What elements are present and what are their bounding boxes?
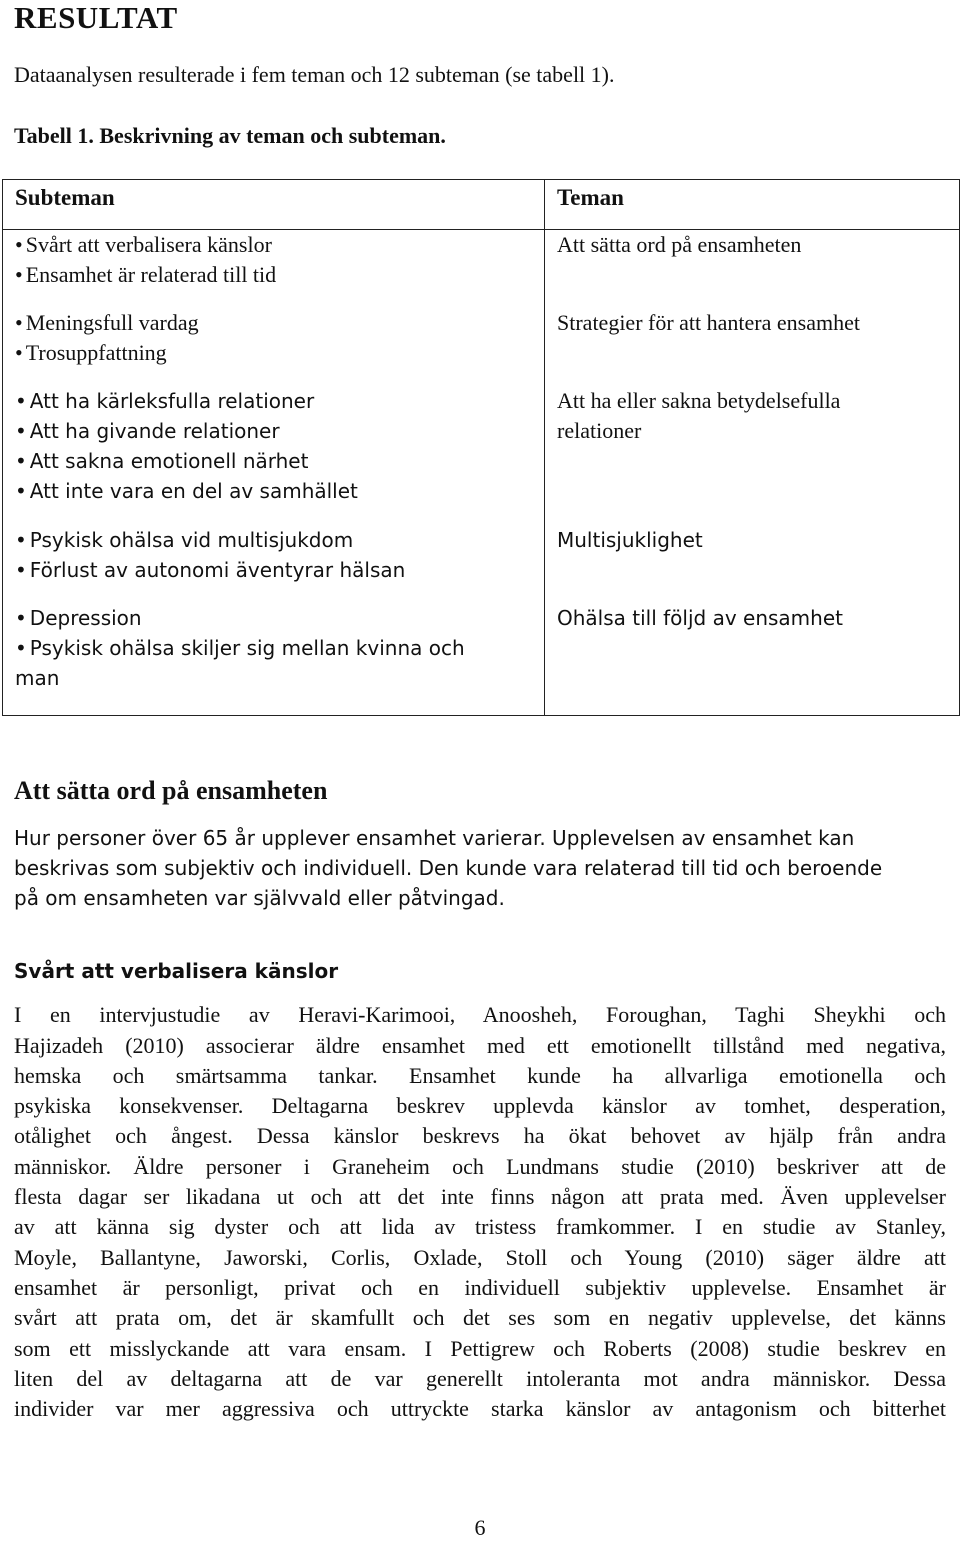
section-line: på om ensamheten var självvald eller påtvingad. <box>14 886 505 910</box>
body-line: flesta dagar ser likadana ut och att det inte finns någon att prata med. Även upplevelser <box>14 1184 946 1209</box>
body-line: liten del av deltagarna att de var generellt intoleranta mot andra människor. Dessa <box>14 1366 946 1391</box>
themes-cell <box>545 230 960 716</box>
list-item: • Förlust av autonomi äventyrar hälsan <box>15 558 406 582</box>
body-line: individer var mer aggressiva och uttryckte starka känslor av antagonism och bitterhet <box>14 1396 946 1421</box>
body-line: Hajizadeh (2010) associerar äldre ensamhet med ett emotionellt tillstånd med negativa, <box>14 1033 946 1058</box>
theme-text: Att sätta ord på ensamheten <box>557 232 802 257</box>
page-number: 6 <box>474 1515 486 1540</box>
section-line: Hur personer över 65 år upplever ensamhet varierar. Upplevelsen av ensamhet kan <box>14 826 855 850</box>
themes-table <box>2 179 960 716</box>
body-line: som ett misslyckande att vara ensam. I Pettigrew och Roberts (2008) studie beskrev en <box>14 1336 946 1361</box>
body-line: Moyle, Ballantyne, Jaworski, Corlis, Oxlade, Stoll och Young (2010) säger äldre att <box>14 1245 946 1270</box>
subsection-heading: Svårt att verbalisera känslor <box>14 959 339 983</box>
body-line: svårt att prata om, det är skamfullt och det ses som en negativ upplevelse, det känns <box>14 1305 946 1330</box>
body-line: ensamhet är personligt, privat och en individuell subjektiv upplevelse. Ensamhet är <box>14 1275 946 1300</box>
body-line: I en intervjustudie av Heravi-Karimooi, Anoosheh, Foroughan, Taghi Sheykhi och <box>14 1002 946 1027</box>
list-item: • Psykisk ohälsa vid multisjukdom <box>15 528 354 552</box>
section-heading: Att sätta ord på ensamheten <box>14 776 328 805</box>
subtheme-group-4 <box>3 525 544 603</box>
theme-1 <box>545 230 959 308</box>
page-title: RESULTAT <box>14 0 178 35</box>
list-item: • Psykisk ohälsa skiljer sig mellan kvinna och <box>15 636 465 660</box>
theme-text: Ohälsa till följd av ensamhet <box>557 606 843 630</box>
theme-3 <box>545 386 959 525</box>
table-body-row <box>3 230 960 716</box>
header-teman: Teman <box>545 180 960 230</box>
body-line: av att känna sig dyster och att lida av tristess framkommer. I en studie av Stanley, <box>14 1214 946 1239</box>
table-header-row <box>3 180 960 230</box>
header-subteman: Subteman <box>3 180 545 230</box>
theme-5 <box>545 603 959 715</box>
list-item: • Att ha givande relationer <box>15 419 280 443</box>
table-caption: Tabell 1. Beskrivning av teman och subteman. <box>14 123 446 148</box>
list-item: • Svårt att verbalisera känslor <box>15 232 272 257</box>
list-item: • Depression <box>15 606 142 630</box>
subtheme-group-2 <box>3 308 544 386</box>
section-line: beskrivas som subjektiv och individuell. Den kunde vara relaterad till tid och beroende <box>14 856 883 880</box>
list-item: • Att sakna emotionell närhet <box>15 449 309 473</box>
body-line: människor. Äldre personer i Graneheim och Lundmans studie (2010) beskriver att de <box>14 1154 946 1179</box>
body-line: hemska och smärtsamma tankar. Ensamhet kunde ha allvarliga emotionella och <box>14 1063 946 1088</box>
list-item: man <box>15 666 60 690</box>
list-item: • Att ha kärleksfulla relationer <box>15 389 315 413</box>
body-line: otålighet och ångest. Dessa känslor beskrevs ha ökat behovet av hjälp från andra <box>14 1123 946 1148</box>
list-item: • Att inte vara en del av samhället <box>15 479 358 503</box>
list-item: • Meningsfull vardag <box>15 310 199 335</box>
theme-4 <box>545 525 959 603</box>
subthemes-cell <box>3 230 545 716</box>
subtheme-group-5 <box>3 603 544 715</box>
subtheme-group-1 <box>3 230 544 308</box>
subtheme-group-3 <box>3 386 544 525</box>
theme-2 <box>545 308 959 386</box>
theme-text: relationer <box>557 418 642 443</box>
intro-paragraph: Dataanalysen resulterade i fem teman och 12 subteman (se tabell 1). <box>14 62 615 87</box>
list-item: • Trosuppfattning <box>15 340 167 365</box>
list-item: • Ensamhet är relaterad till tid <box>15 262 277 287</box>
theme-text: Att ha eller sakna betydelsefulla <box>557 388 841 413</box>
body-line: psykiska konsekvenser. Deltagarna beskrev upplevda känslor av tomhet, desperation, <box>14 1093 946 1118</box>
theme-text: Multisjuklighet <box>557 528 703 552</box>
theme-text: Strategier för att hantera ensamhet <box>557 310 860 335</box>
